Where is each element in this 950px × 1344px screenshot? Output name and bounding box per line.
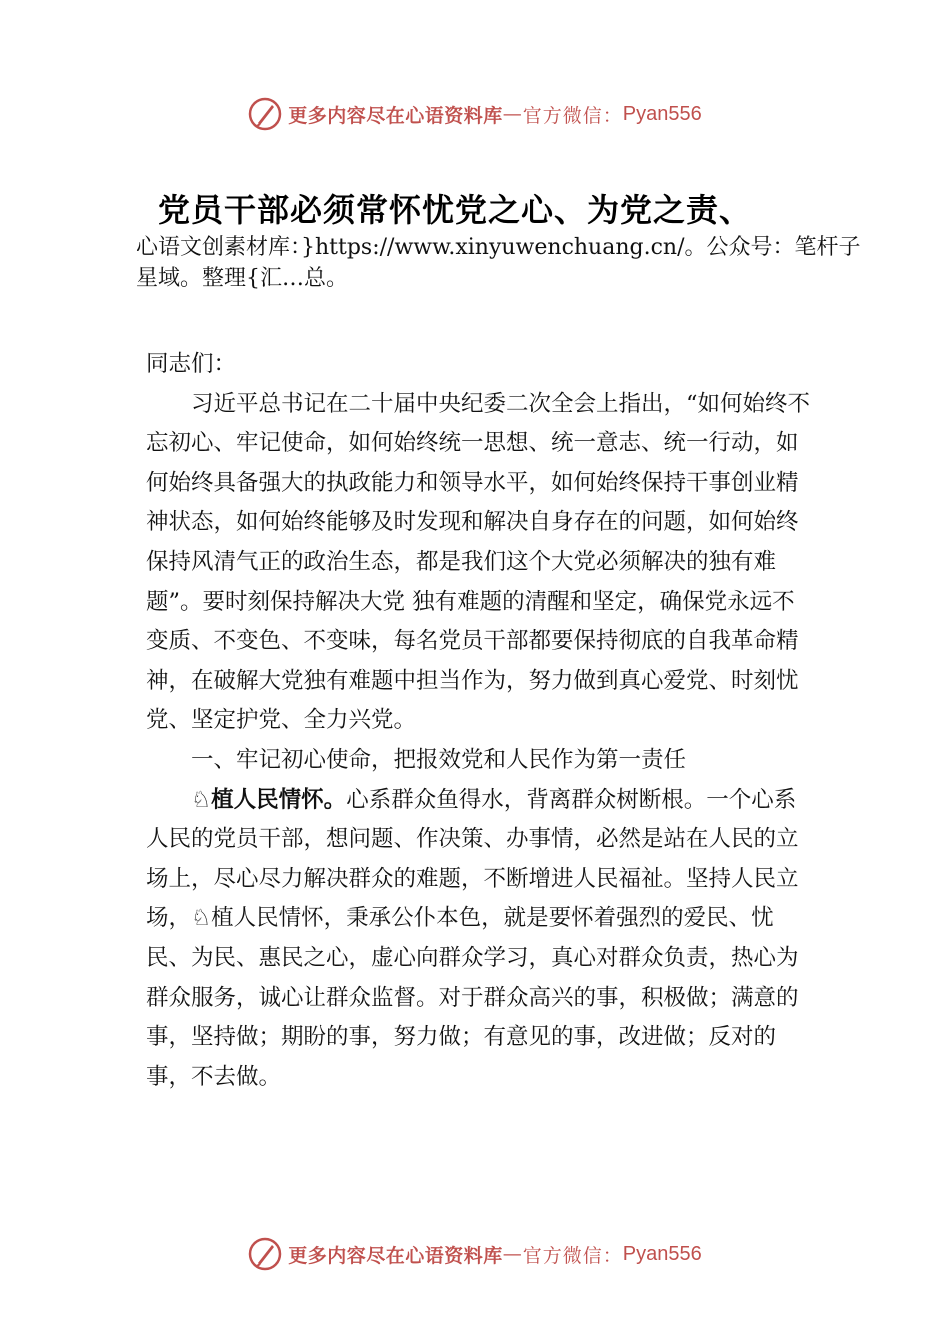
banner-text: 更多内容尽在心语资料库 <box>288 1244 503 1267</box>
lead-symbol-icon: ♘ <box>191 786 212 813</box>
paragraph-2 <box>146 781 816 1098</box>
quill-logo-icon <box>248 97 282 131</box>
document-title: 党员干部必须常怀忧党之心、为党之责、 <box>158 191 753 229</box>
paragraph-2-lead: 植人民情怀。 <box>211 786 347 813</box>
quill-logo-icon <box>248 1237 282 1271</box>
section-heading-1: 一、牢记初心使命，把报效党和人民作为第一责任 <box>191 746 687 773</box>
banner-sub: 官方微信： <box>522 104 623 127</box>
banner-id: Pyan556 <box>622 102 702 125</box>
source-line: 心语文创素材库：}https://www.xinyuwenchuang.cn/。公众号：笔杆子星域。整理{汇…总。 <box>136 235 861 291</box>
banner-dash: — <box>502 1243 523 1265</box>
banner-sub: 官方微信： <box>522 1244 623 1267</box>
footer-banner <box>0 1234 950 1274</box>
banner-dash: — <box>502 103 523 125</box>
banner-id: Pyan556 <box>622 1242 702 1265</box>
document-body <box>146 345 816 1097</box>
header-banner <box>0 94 950 134</box>
salutation: 同志们： <box>146 351 237 377</box>
banner-text: 更多内容尽在心语资料库 <box>288 104 503 127</box>
paragraph-2-text: 心系群众鱼得水，背离群众树断根。一个心系人民的党员干部，想问题、作决策、办事情，必然是站在人民的立场上，尽心尽力解决群众的难题，不断增进人民福祉。坚持人民立场，♘植人民情怀，秉承公仆本色，就是要怀着强烈的爱民、忧民、为民、惠民之心，虚心向群众学习，真心对群众负责，热心为群众服务，诚心让群众监督。对于群众高兴的事，积极做；满意的事，坚持做；期盼的事，努力做；有意见的事，改进做；反对的事，不去做。 <box>146 786 799 1090</box>
paragraph-1: 习近平总书记在二十届中央纪委二次全会上指出，“如何始终不忘初心、牢记使命，如何始终统一思想、统一意志、统一行动，如何始终具备强大的执政能力和领导水平，如何始终保持干事创业精神状态，如何始终能够及时发现和解决自身存在的问题，如何始终保持风清气正的政治生态，都是我们这个大党必须解决的独有难题”。要时刻保持解决大党 独有难题的清醒和坚定，确保党永远不变质、不变色、不变味，每名党员干部都要保持彻底的自我革命精神，在破解大党独有难题中担当作为，努力做到真心爱党、时刻忧党、坚定护党、全力兴党。 <box>146 390 811 734</box>
